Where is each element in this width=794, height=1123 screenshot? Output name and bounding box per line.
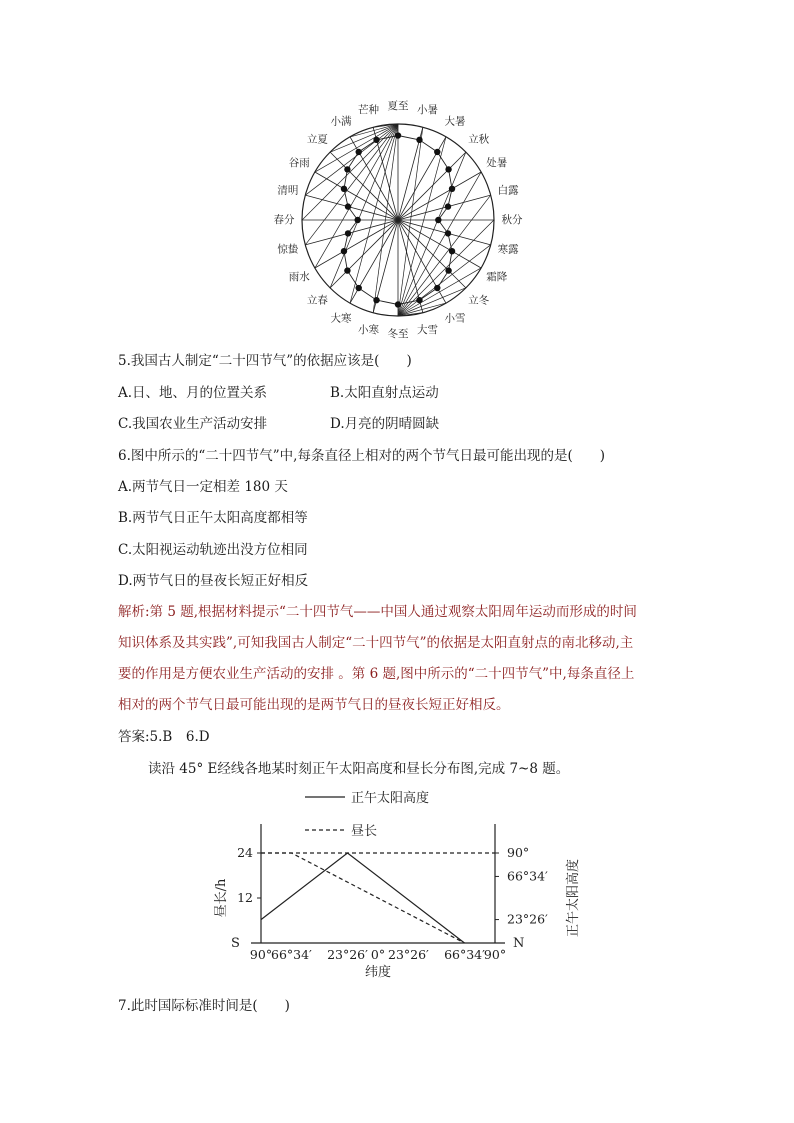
analysis-line-1: 解析:第 5 题,根据材料提示“二十四节气——中国人通过观察太阳周年运动而形成的时间: [118, 604, 637, 620]
wheel-term-dot: [445, 230, 451, 236]
wheel-label-shuangjiang: 霜降: [486, 271, 508, 283]
wheel-term-dot: [344, 267, 350, 273]
wheel-label-qiufen: 秋分: [501, 214, 523, 226]
wheel-term-dot: [434, 149, 440, 155]
wheel-term-dot: [345, 203, 351, 209]
chart-right-tick-label: 90°: [507, 845, 530, 860]
wheel-fan-line: [398, 303, 446, 316]
wheel-term-dot: [445, 267, 451, 273]
chart-x-tick-label: 90°: [249, 947, 273, 962]
chart-left-tick-label: 12: [237, 890, 253, 905]
q6-option-d: D.两节气日的昼夜长短正好相反: [118, 573, 309, 589]
wheel-fan-line: [315, 124, 398, 172]
legend-label-daylength: 昼长: [351, 824, 378, 839]
wheel-fan-line: [350, 124, 398, 137]
wheel-label-lidong: 立冬: [468, 294, 490, 307]
analysis-line-4: 相对的两个节气日最可能出现的是两节气日的昼夜长短正好相反。: [118, 697, 510, 713]
q7-stem: 7.此时国际标准时间是( ): [118, 998, 290, 1014]
wheel-label-lixia: 立夏: [306, 133, 328, 146]
wheel-term-dot: [435, 217, 441, 223]
wheel-term-dot: [445, 166, 451, 172]
wheel-term-dot: [356, 285, 362, 291]
wheel-label-guyu: 谷雨: [288, 157, 310, 169]
wheel-term-dot: [345, 230, 351, 236]
wheel-label-xiaoxue: 小雪: [444, 312, 466, 325]
chart-right-tick-label: 23°26′: [507, 911, 548, 927]
chart-x-tick-label: 23°26′: [327, 947, 368, 962]
q6-option-c: C.太阳视运动轨迹出没方位相同: [118, 542, 308, 558]
wheel-label-xiaoman: 小满: [330, 115, 352, 128]
wheel-label-bailu: 白露: [497, 184, 519, 197]
wheel-label-xiazhi: 夏至: [387, 100, 409, 112]
wheel-label-hanlu: 寒露: [497, 243, 519, 256]
wheel-term-dot: [354, 217, 360, 223]
chart-x-tick-label: 66°34′: [444, 947, 485, 962]
analysis-line-2: 知识体系及其实践”,可知我国古人制定“二十四节气”的依据是太阳直射点的南北移动,主: [118, 635, 634, 651]
wheel-term-dot: [344, 166, 350, 172]
wheel-label-qingming: 清明: [277, 184, 299, 197]
wheel-term-dot: [434, 285, 440, 291]
wheel-label-liqiu: 立秋: [468, 133, 490, 146]
wheel-label-dongzhi: 冬至: [387, 328, 409, 340]
wheel-label-chunfen: 春分: [273, 214, 295, 226]
analysis-line-3: 要的作用是方便农业生产活动的安排 。第 6 题,图中所示的“二十四节气”中,每条直径上: [118, 666, 635, 682]
wheel-term-dot: [373, 297, 379, 303]
wheel-fan-line: [315, 124, 398, 268]
chart-x-end-label-s: S: [231, 936, 240, 951]
wheel-term-dot: [445, 203, 451, 209]
wheel-label-mangzhong: 芒种: [357, 103, 379, 116]
wheel-term-dot: [356, 149, 362, 155]
wheel-label-lichun: 立春: [306, 294, 328, 307]
wheel-label-yushui: 雨水: [288, 271, 310, 283]
wheel-fan-line: [373, 124, 398, 313]
wheel-term-dot: [449, 248, 455, 254]
q5-stem: 5.我国古人制定“二十四节气”的依据应该是( ): [118, 353, 412, 369]
wheel-term-dot: [373, 137, 379, 143]
wheel-label-dashu: 大暑: [444, 115, 466, 128]
chart-x-end-label-n: N: [513, 936, 525, 951]
wheel-term-dot: [449, 186, 455, 192]
q6-option-a: A.两节气日一定相差 180 天: [118, 479, 288, 495]
chart-x-tick-label: 0°: [370, 947, 386, 962]
chart-series-1: [261, 853, 465, 943]
wheel-label-daxue: 大雪: [417, 324, 439, 337]
wheel-term-dot: [341, 186, 347, 192]
q6-stem: 6.图中所示的“二十四节气”中,每条直径上相对的两个节气日最可能出现的是( ): [118, 448, 606, 464]
wheel-term-dot: [395, 301, 401, 307]
chart-ylabel-left: 昼长/h: [214, 878, 229, 918]
chart-x-tick-label: 23°26′: [388, 947, 429, 962]
wheel-label-xiaoshu: 小暑: [417, 103, 439, 116]
chart-x-tick-label: 90°: [483, 947, 507, 962]
chart-left-tick-label: 24: [237, 845, 253, 860]
chart-ylabel-right: 正午太阳高度: [566, 858, 581, 938]
wheel-label-chushu: 处暑: [486, 157, 508, 169]
solar-altitude-daylength-chart: [205, 788, 605, 988]
q5-option-b: B.太阳直射点运动: [330, 385, 439, 401]
wheel-term-dot: [341, 248, 347, 254]
q5-option-d: D.月亮的阴晴圆缺: [330, 416, 440, 432]
wheel-fan-line: [398, 127, 423, 316]
wheel-term-dot: [416, 297, 422, 303]
q5-option-a: A.日、地、月的位置关系: [118, 385, 268, 401]
wheel-fan-line: [398, 268, 481, 316]
wheel-label-dahan: 大寒: [330, 312, 352, 325]
wheel-label-xiaohan: 小寒: [357, 324, 379, 337]
chart-right-tick-label: 66°34′: [507, 868, 548, 884]
wheel-term-dot: [416, 137, 422, 143]
legend-label-altitude: 正午太阳高度: [351, 791, 430, 806]
q6-option-b: B.两节气日正午太阳高度都相等: [118, 510, 308, 526]
chart-series-0: [261, 853, 465, 943]
answer-line: 答案:5.B 6.D: [118, 729, 210, 745]
chart-x-tick-label: 66°34′: [271, 947, 312, 962]
solar-terms-wheel-figure: [268, 100, 528, 352]
intro-7-8: 读沿 45° E经线各地某时刻正午太阳高度和昼长分布图,完成 7~8 题。: [148, 761, 570, 777]
chart-x-label: 纬度: [364, 965, 392, 980]
wheel-term-dot: [395, 132, 401, 138]
wheel-label-jingzhe: 惊蛰: [277, 243, 299, 256]
q5-option-c: C.我国农业生产活动安排: [118, 416, 268, 432]
